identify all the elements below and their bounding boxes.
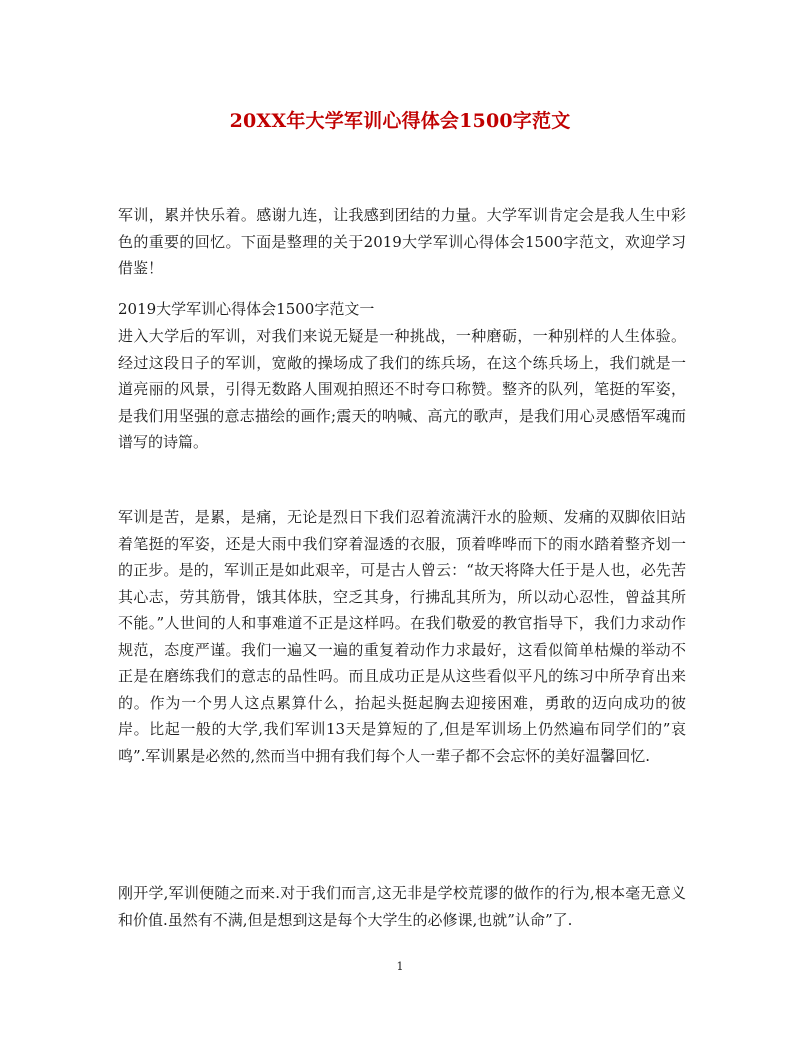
body-paragraph-3: 刚开学,军训便随之而来.对于我们而言,这无非是学校荒谬的做作的行为,根本毫无意义和价值.虽然有不满,但是想到这是每个大学生的必修课,也就”认命”了. [118, 884, 686, 929]
document-title: 20XX年大学军训心得体会1500字范文 [229, 110, 571, 132]
section-heading: 2019大学军训心得体会1500字范文一 [118, 300, 375, 318]
intro-paragraph: 军训，累并快乐着。感谢九连，让我感到团结的力量。大学军训肯定会是我人生中彩色的重要的回忆。下面是整理的关于2019大学军训心得体会1500字范文，欢迎学习借鉴！ [118, 206, 686, 277]
page-number: 1 [396, 960, 404, 973]
body-paragraph-2: 军训是苦，是累，是痛，无论是烈日下我们忍着流满汗水的脸颊、发痛的双脚依旧站着笔挺的军姿，还是大雨中我们穿着湿透的衣服，顶着哗哗而下的雨水踏着整齐划一的正步。是的，军训正是如此艰辛，可是古人曾云：“故天将降大任于是人也，必先苦其心志，劳其筋骨，饿其体肤，空乏其身，行拂乱其所为，所以动心忍性，曾益其所不能。”人世间的人和事难道不正是这样吗。在我们敬爱的教官指导下，我们力求动作规范，态度严谨。我们一遍又一遍的重复着动作力求最好，这看似简单枯燥的举动不正是在磨练我们的意志的品性吗。而且成功正是从这些看似平凡的练习中所孕育出来的。作为一个男人这点累算什么，抬起头挺起胸去迎接困难，勇敢的迈向成功的彼岸。比起一般的大学,我们军训13天是算短的了,但是军训场上仍然遍布同学们的”哀鸣”.军训累是必然的,然而当中拥有我们每个人一辈子都不会忘怀的美好温馨回忆. [118, 508, 686, 765]
body-paragraph-1: 进入大学后的军训，对我们来说无疑是一种挑战，一种磨砺，一种别样的人生体验。经过这段日子的军训，宽敞的操场成了我们的练兵场，在这个练兵场上，我们就是一道亮丽的风景，引得无数路人围观拍照还不时夸口称赞。整齐的队列，笔挺的军姿，是我们用坚强的意志描绘的画作;震天的呐喊、高亢的歌声，是我们用心灵感悟军魂而谱写的诗篇。 [118, 327, 686, 451]
